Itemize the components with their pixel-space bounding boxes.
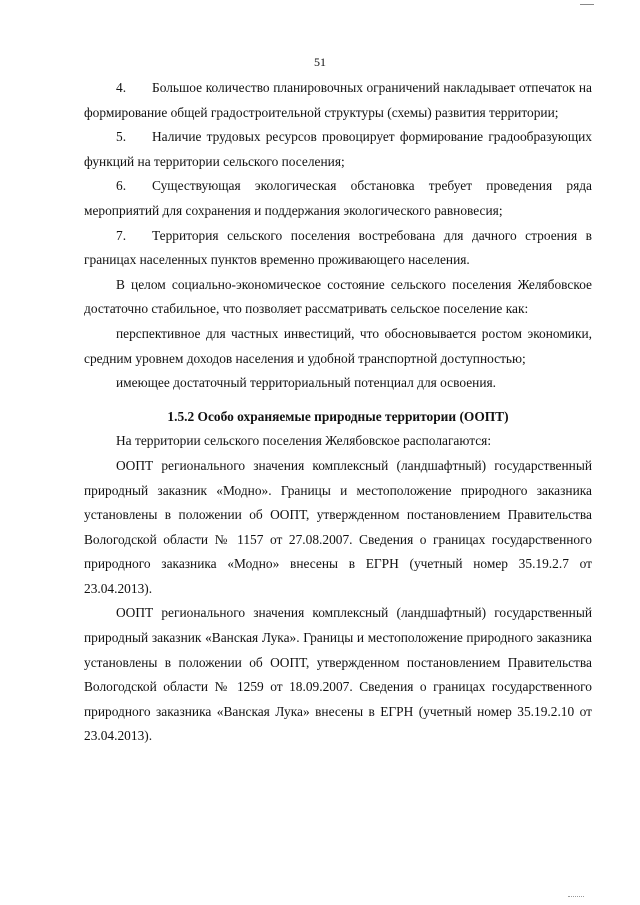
list-text: Существующая экологическая обстановка требует проведения ряда мероприятий для сохранения и поддержания экологического равновесия; [84, 178, 592, 218]
section-intro: На территории сельского поселения Желябовское располагаются: [116, 433, 492, 449]
page-number: 51 [314, 55, 326, 69]
scan-edge-mark [568, 896, 584, 899]
oopt-modno-paragraph: ООПТ регионального значения комплексный (ландшафтный) государственный природный заказник «Модно». Границы и местоположение природного заказника установлены в положении об ООПТ, утвержденном постановлением Правительства Вологодской области № 1157 от 27.08.2007. Сведения о границах государственного природного заказника «Модно» внесены в ЕГРН (учетный номер 35.19.2.7 от 23.04.2013). [84, 457, 592, 596]
summary-point-potential: имеющее достаточный территориальный потенциал для освоения. [116, 375, 496, 391]
oopt-vanskaya-luka-paragraph: ООПТ регионального значения комплексный (ландшафтный) государственный природный заказник «Ванская Лука». Границы и местоположение природного заказника установлены в положении об ООПТ, утвержденном постановлением Правительства Вологодской области № 1259 от 18.09.2007. Сведения о границах государственного природного заказника «Ванская Лука» внесены в ЕГРН (учетный номер 35.19.2.10 от 23.04.2013). [84, 605, 592, 744]
list-text: Большое количество планировочных ограничений накладывает отпечаток на формирование общей градостроительной структуры (схемы) развития территории; [84, 80, 592, 120]
list-item-5 [84, 125, 592, 174]
list-number: 7. [116, 227, 127, 243]
list-item-6 [84, 174, 592, 223]
document-body [84, 76, 592, 749]
scan-edge-mark [580, 0, 594, 5]
list-text: Территория сельского поселения востребована для дачного строения в границах населенных пунктов временно проживающего населения. [84, 227, 592, 268]
list-number: 6. [116, 178, 127, 194]
list-item-4 [84, 76, 592, 125]
summary-paragraph: В целом социально-экономическое состояние сельского поселения Желябовское достаточно стабильное, что позволяет рассматривать сельское поселение как: [84, 276, 592, 317]
list-number: 4. [116, 80, 127, 95]
list-item-7 [84, 224, 592, 273]
list-number: 5. [116, 129, 127, 145]
list-text: Наличие трудовых ресурсов провоцирует формирование градообразующих функций на территории сельского поселения; [84, 129, 592, 169]
section-heading: 1.5.2 Особо охраняемые природные территории (ООПТ) [167, 408, 509, 424]
summary-point-investment: перспективное для частных инвестиций, что обосновывается ростом экономики, средним уровнем доходов населения и удобной транспортной доступностью; [84, 325, 592, 366]
